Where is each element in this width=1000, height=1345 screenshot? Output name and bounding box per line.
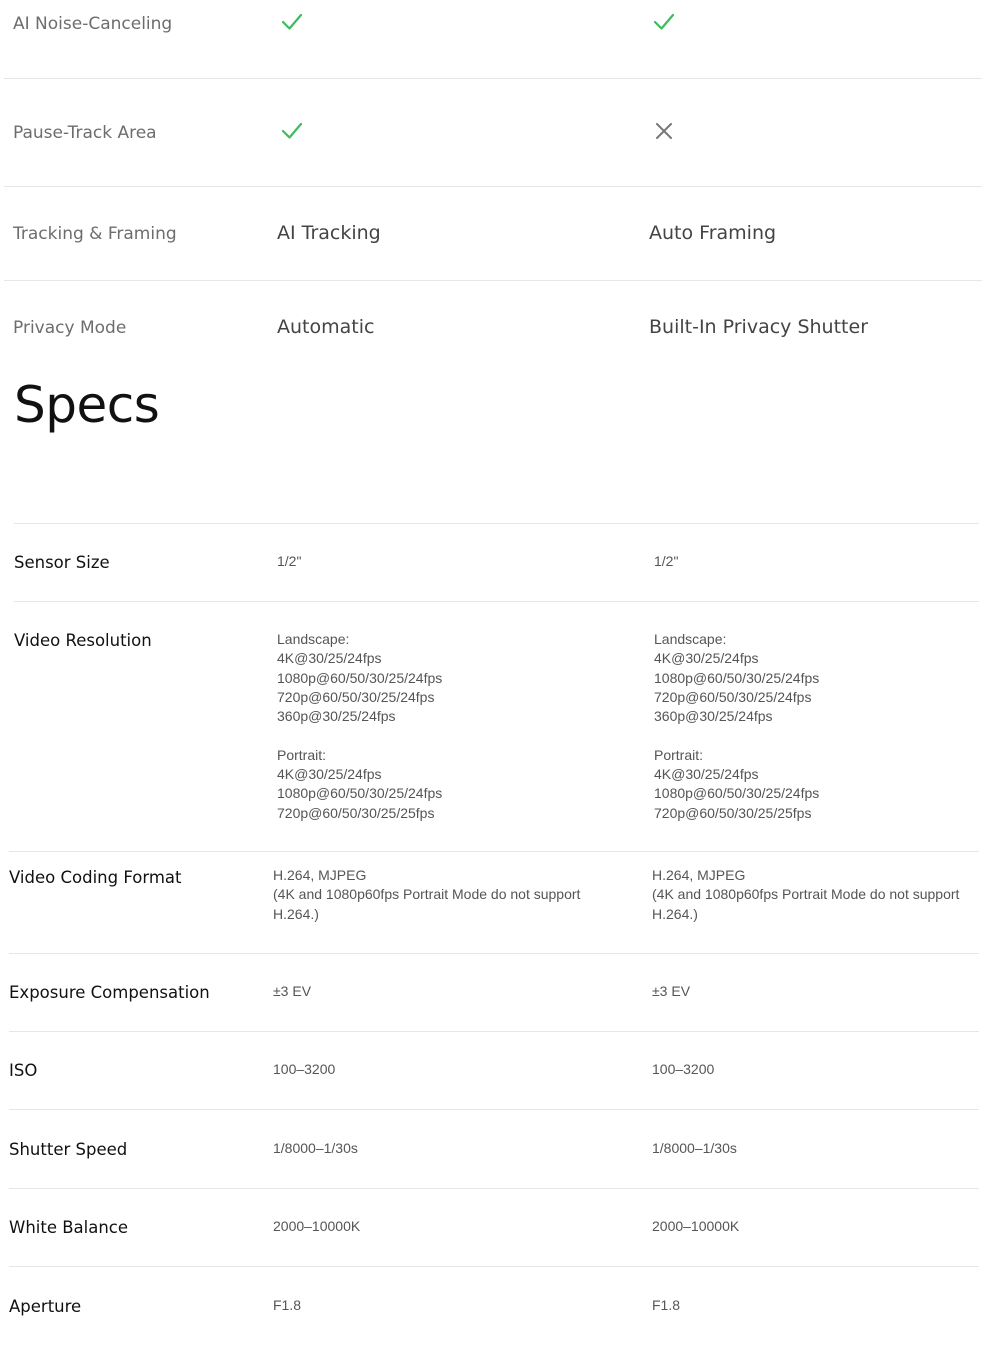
spec-value: F1.8: [652, 1297, 681, 1313]
row-divider: [9, 1031, 979, 1032]
spec-label: Exposure Compensation: [9, 983, 210, 1002]
spec-label: Shutter Speed: [9, 1140, 128, 1159]
check-icon: [281, 12, 303, 32]
spec-label: Sensor Size: [14, 553, 110, 572]
feature-value: Automatic: [277, 316, 375, 338]
row-divider: [9, 1109, 979, 1110]
row-divider: [4, 280, 982, 281]
row-divider: [14, 601, 979, 602]
spec-value: H.264, MJPEG (4K and 1080p60fps Portrait Mode do not support H.264.): [652, 867, 960, 922]
spec-value: 1/2": [654, 553, 679, 569]
feature-label: Privacy Mode: [13, 318, 127, 338]
spec-value: F1.8: [273, 1297, 302, 1313]
spec-value: 2000–10000K: [652, 1218, 740, 1234]
spec-value: Landscape: 4K@30/25/24fps 1080p@60/50/30/25/24fps 720p@60/50/30/25/24fps 360p@30/25/24fps Portrait: 4K@30/25/24fps 1080p@60/50/30/25/24fps 720p@60/50/30/25/25fps: [654, 631, 820, 821]
feature-label: Tracking & Framing: [13, 224, 177, 244]
row-divider: [9, 1188, 979, 1189]
spec-value: ±3 EV: [652, 983, 691, 999]
row-divider: [9, 953, 979, 954]
spec-label: Video Coding Format: [9, 868, 182, 887]
spec-label: White Balance: [9, 1218, 129, 1237]
x-icon: [655, 122, 673, 140]
spec-label: Aperture: [9, 1297, 82, 1316]
spec-value: 2000–10000K: [273, 1218, 361, 1234]
row-divider: [9, 851, 979, 852]
spec-label: Video Resolution: [14, 631, 152, 650]
feature-label: AI Noise-Canceling: [13, 14, 173, 34]
spec-value: 1/8000–1/30s: [652, 1140, 737, 1156]
spec-value: 100–3200: [652, 1061, 715, 1077]
row-divider: [4, 78, 982, 79]
spec-label: ISO: [9, 1061, 38, 1080]
spec-value: ±3 EV: [273, 983, 312, 999]
feature-value: Auto Framing: [649, 222, 777, 244]
row-divider: [14, 523, 979, 524]
feature-label: Pause-Track Area: [13, 123, 157, 143]
row-divider: [4, 186, 982, 187]
row-divider: [9, 1266, 979, 1267]
spec-value: 1/2": [277, 553, 302, 569]
feature-value: AI Tracking: [277, 222, 381, 244]
spec-value: Landscape: 4K@30/25/24fps 1080p@60/50/30/25/24fps 720p@60/50/30/25/24fps 360p@30/25/24fps Portrait: 4K@30/25/24fps 1080p@60/50/30/25/24fps 720p@60/50/30/25/25fps: [277, 631, 443, 821]
spec-value: 1/8000–1/30s: [273, 1140, 358, 1156]
check-icon: [281, 121, 303, 141]
check-icon: [653, 12, 675, 32]
feature-value: Built-In Privacy Shutter: [649, 316, 869, 338]
spec-value: 100–3200: [273, 1061, 336, 1077]
spec-value: H.264, MJPEG (4K and 1080p60fps Portrait Mode do not support H.264.): [273, 867, 581, 922]
specs-heading: Specs: [14, 376, 160, 434]
